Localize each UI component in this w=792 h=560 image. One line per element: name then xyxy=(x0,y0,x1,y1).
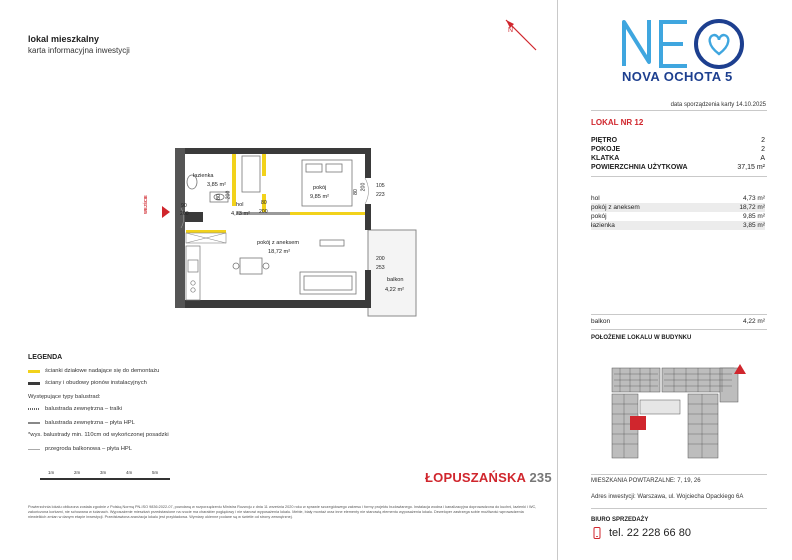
legend-item xyxy=(28,446,132,452)
room-area: 9,85 m² xyxy=(742,213,765,220)
legend-swatch-partition xyxy=(28,449,40,450)
table xyxy=(240,258,262,274)
rule xyxy=(591,508,767,509)
rule xyxy=(591,110,767,111)
prop-staircase xyxy=(591,155,765,164)
scale-label: 1m xyxy=(48,470,55,475)
prop-value: A xyxy=(760,155,765,162)
entry-label: WEJŚCIE xyxy=(143,195,148,214)
dim-window-room-width: 105 xyxy=(376,183,385,189)
legend-swatch-yellow xyxy=(28,370,40,373)
compass-label: N xyxy=(508,27,514,34)
room-row xyxy=(591,194,765,203)
plan-living-area: 18,72 m² xyxy=(268,249,291,255)
neo-logo xyxy=(621,14,747,70)
balcony-area-shape xyxy=(368,230,416,316)
dim-room-door: 80 xyxy=(352,189,359,195)
investment-address: Adres inwestycji: Warszawa, ul. Wojciecha Opackiego 6A xyxy=(591,494,744,500)
scale-label: 3m xyxy=(100,470,107,475)
room-row xyxy=(591,203,765,212)
kitchen xyxy=(186,246,200,300)
dim-hall-width: 80 xyxy=(261,200,267,206)
document-subtitle: karta informacyjna inwestycji xyxy=(28,46,130,55)
dim-window-room-height: 223 xyxy=(376,192,385,198)
room-name: hol xyxy=(591,195,600,202)
sofa xyxy=(300,272,356,294)
legend-text: *wys. balustrady min. 110cm od wykończonej posadzki xyxy=(28,432,169,438)
legend-text: balustrada zewnętrzna – płyta HPL xyxy=(45,420,135,426)
prop-label: POWIERZCHNIA UŻYTKOWA xyxy=(591,164,688,171)
location-title: POŁOŻENIE LOKALU W BUDYNKU xyxy=(591,335,692,341)
plan-bath-area: 3,85 m² xyxy=(207,182,226,188)
legend-item xyxy=(28,368,159,374)
legend-swatch-dark xyxy=(28,382,40,385)
shower xyxy=(242,156,260,192)
legend-note xyxy=(28,432,169,438)
balcony-area: 4,22 m² xyxy=(742,318,765,325)
room-area: 3,85 m² xyxy=(742,222,765,229)
prop-rooms xyxy=(591,146,765,155)
legend-item xyxy=(28,406,122,412)
street-label: ŁOPUSZAŃSKA xyxy=(425,470,526,485)
dim-bath-height: 200 xyxy=(225,190,232,200)
plan-hall-area: 4,73 m² xyxy=(231,211,250,217)
room-name: łazienka xyxy=(591,222,615,229)
dim-hall-height: 200 xyxy=(259,209,268,215)
scale-label: 2m xyxy=(74,470,81,475)
dim-room-height: 200 xyxy=(360,182,367,192)
scale-label: 5m xyxy=(152,470,159,475)
rule xyxy=(591,474,767,475)
room-row xyxy=(591,221,765,230)
prop-value: 2 xyxy=(761,137,765,144)
rule xyxy=(591,314,767,315)
scale-label: 4m xyxy=(126,470,133,475)
scale-stripes xyxy=(40,478,170,480)
plan-room-name: pokój xyxy=(313,185,327,191)
rule xyxy=(591,176,767,177)
dim-entry-width: 90 xyxy=(181,203,187,209)
legend-text: ścianki działowe nadające się do demontażu xyxy=(45,368,160,374)
room-area: 18,72 m² xyxy=(739,204,765,211)
generation-date: data sporządzenia karty 14.10.2025 xyxy=(670,102,766,108)
wardrobe xyxy=(186,233,226,243)
logo-text: NOVA OCHOTA 5 xyxy=(622,69,733,84)
balcony-name: balkon xyxy=(591,318,611,325)
legend-text: ściany i obudowy pionów instalacyjnych xyxy=(45,380,147,386)
prop-value: 37,15 m² xyxy=(737,164,765,171)
sales-office-title: BIURO SPRZEDAŻY xyxy=(591,517,649,523)
entry-arrow-icon xyxy=(162,206,170,218)
compass-icon xyxy=(500,18,540,54)
rule xyxy=(591,329,767,330)
legend-item xyxy=(28,380,147,386)
prop-label: PIĘTRO xyxy=(591,137,618,144)
room-name: pokój xyxy=(591,213,607,220)
dim-window-balcony-width: 200 xyxy=(376,256,385,262)
street-name xyxy=(425,470,552,485)
railing-types-title xyxy=(28,394,100,400)
document-title: lokal mieszkalny xyxy=(28,34,100,44)
legend-title: LEGENDA xyxy=(28,354,63,361)
room-name: pokój z aneksem xyxy=(591,204,640,211)
dim-bath-width: 80 xyxy=(215,194,222,200)
street-number: 235 xyxy=(529,470,552,485)
prop-label: POKOJE xyxy=(591,146,621,153)
phone-icon xyxy=(591,527,603,539)
plan-bath-name: łazienka xyxy=(193,173,214,179)
legend-text: Występujące typy balustrad: xyxy=(28,394,101,400)
unit-location-marker xyxy=(630,416,646,430)
floor-plan xyxy=(150,140,430,325)
plan-balcony-area: 4,22 m² xyxy=(385,287,404,293)
sales-phone[interactable]: tel. 22 228 66 80 xyxy=(609,527,691,539)
prop-usable-area xyxy=(591,164,765,173)
prop-value: 2 xyxy=(761,146,765,153)
plan-living-name: pokój z aneksem xyxy=(257,240,299,246)
room-area: 4,73 m² xyxy=(742,195,765,202)
dim-window-balcony-height: 253 xyxy=(376,265,385,271)
panel-divider xyxy=(557,0,558,560)
plan-balcony-name: balkon xyxy=(387,277,404,283)
legend-item xyxy=(28,420,135,426)
legend-text: balustrada zewnętrzna – tralki xyxy=(45,406,123,412)
dim-entry-height: 200 xyxy=(180,211,189,217)
prop-floor xyxy=(591,137,765,146)
plan-room-area: 9,85 m² xyxy=(310,194,329,200)
legend-text: przegroda balkonowa – płyta HPL xyxy=(45,446,133,452)
unit-number: LOKAL NR 12 xyxy=(591,118,644,127)
scale-bar xyxy=(40,470,170,488)
room-row xyxy=(591,212,765,221)
legal-footnote: Powierzchnia lokalu obliczona została zgodnie z Polską Normą PN-ISO 9836:2022-07, powołaną w rozporządzeniu Ministra Rozwoju z dnia 11 września 2020 roku w sprawie szczegółowego zakresu i formy projektu budowlanego. Instalacja wodna i kanalizacyjna doprowadzona do kuchni, łazienki i WC, zakończona korkami, nie schowana w ścianach. Wyposażenie mieszkań przedstawione na rzucie ma charakter poglądowy i nie stanowi wyposażenia lokalu. Meble, biały montaż oraz inne elementy nie stanowią elementu wyposażenia lokalu. Deweloper zastrzega sobie możliwość wprowadzenia niewielkich zmian w danym etapie inwestycji. Przedstawiona aranżacja lokalu jest przykładowa. Wymiary okienne podane są w świetle od strony zewnętrznej. xyxy=(28,505,537,519)
similar-units: MIESZKANIA POWTARZALNE: 7, 19, 26 xyxy=(591,478,701,484)
plan-hall-name: hol xyxy=(236,202,244,208)
building-location-plan xyxy=(600,360,750,470)
prop-label: KLATKA xyxy=(591,155,620,162)
balcony-row xyxy=(591,318,765,325)
legend-swatch-hpl xyxy=(28,422,40,424)
legend-swatch-balusters xyxy=(28,408,40,410)
